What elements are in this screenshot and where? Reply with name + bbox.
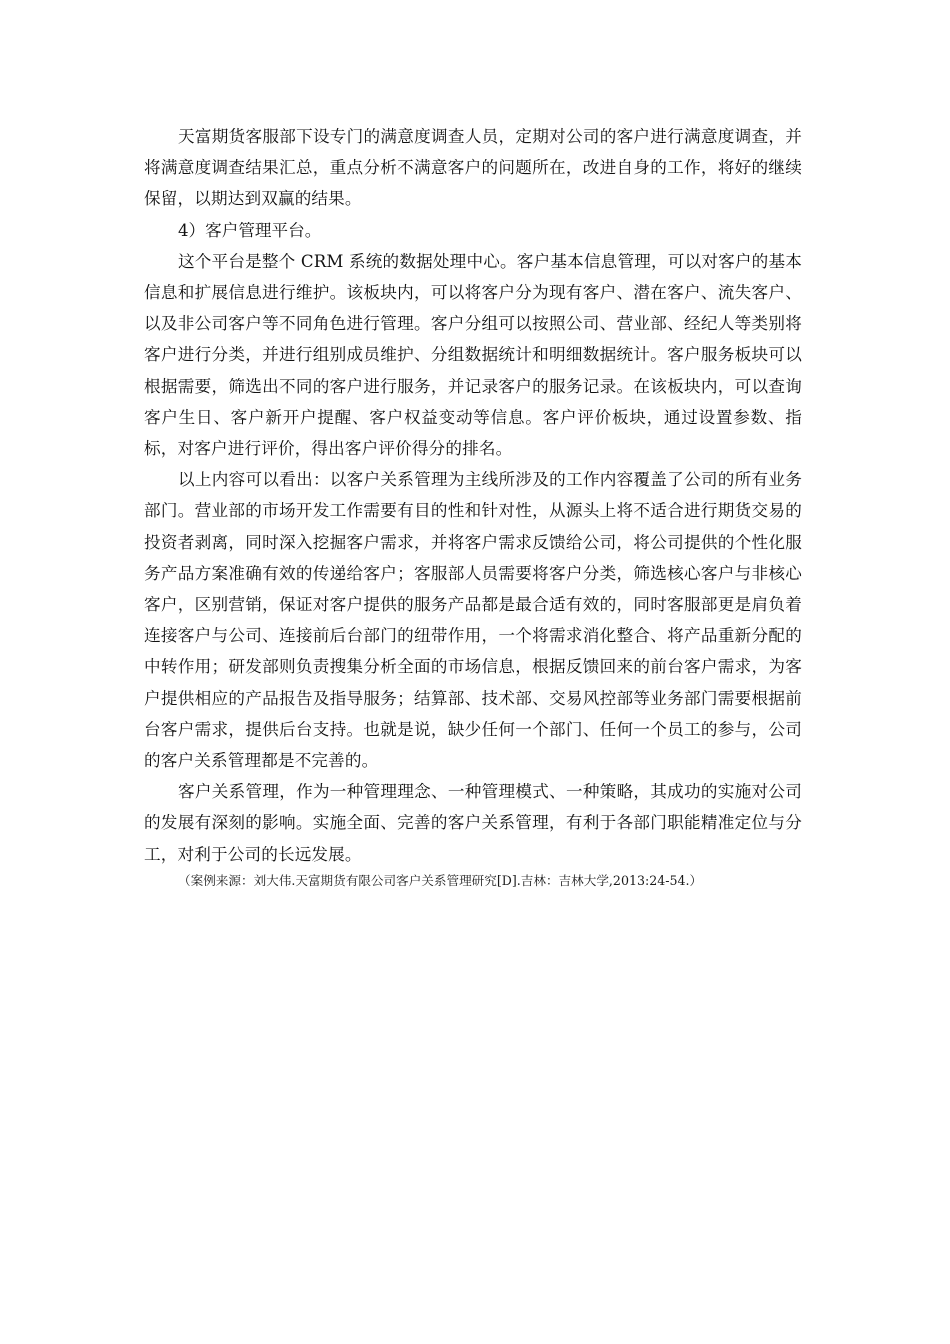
paragraph-crm-conclusion: 客户关系管理，作为一种管理理念、一种管理模式、一种策略，其成功的实施对公司的发展有深刻的影响。实施全面、完善的客户关系管理，有利于各部门职能精准定位与分工，对利于公司的长远发展。 bbox=[144, 782, 802, 864]
document-body bbox=[144, 121, 802, 892]
section-heading-customer-platform: 4）客户管理平台。 bbox=[178, 220, 322, 240]
case-source-note: （案例来源：刘大伟.天富期货有限公司客户关系管理研究[D].吉林：吉林大学,2013:24-54.） bbox=[178, 872, 703, 888]
paragraph-crm-platform: 这个平台是整个 CRM 系统的数据处理中心。客户基本信息管理，可以对客户的基本信息和扩展信息进行维护。该板块内，可以将客户分为现有客户、潜在客户、流失客户、以及非公司客户等不同角色进行管理。客户分组可以按照公司、营业部、经纪人等类别将客户进行分类，并进行组别成员维护、分组数据统计和明细数据统计。客户服务板块可以根据需要，筛选出不同的客户进行服务，并记录客户的服务记录。在该板块内，可以查询客户生日、客户新开户提醒、客户权益变动等信息。客户评价板块，通过设置参数、指标，对客户进行评价，得出客户评价得分的排名。 bbox=[144, 251, 802, 459]
paragraph-departments-summary: 以上内容可以看出：以客户关系管理为主线所涉及的工作内容覆盖了公司的所有业务部门。营业部的市场开发工作需要有目的性和针对性，从源头上将不适合进行期货交易的投资者剥离，同时深入挖掘客户需求，并将客户需求反馈给公司，将公司提供的个性化服务产品方案准确有效的传递给客户；客服部人员需要将客户分类，筛选核心客户与非核心客户，区别营销，保证对客户提供的服务产品都是最合适有效的，同时客服部更是肩负着连接客户与公司、连接前后台部门的纽带作用，一个将需求消化整合、将产品重新分配的中转作用；研发部则负责搜集分析全面的市场信息，根据反馈回来的前台客户需求，为客户提供相应的产品报告及指导服务；结算部、技术部、交易风控部等业务部门需要根据前台客户需求，提供后台支持。也就是说，缺少任何一个部门、任何一个员工的参与，公司的客户关系管理都是不完善的。 bbox=[144, 470, 802, 771]
paragraph-satisfaction-survey: 天富期货客服部下设专门的满意度调查人员，定期对公司的客户进行满意度调查，并将满意度调查结果汇总，重点分析不满意客户的问题所在，改进自身的工作，将好的继续保留，以期达到双赢的结果。 bbox=[144, 127, 802, 209]
